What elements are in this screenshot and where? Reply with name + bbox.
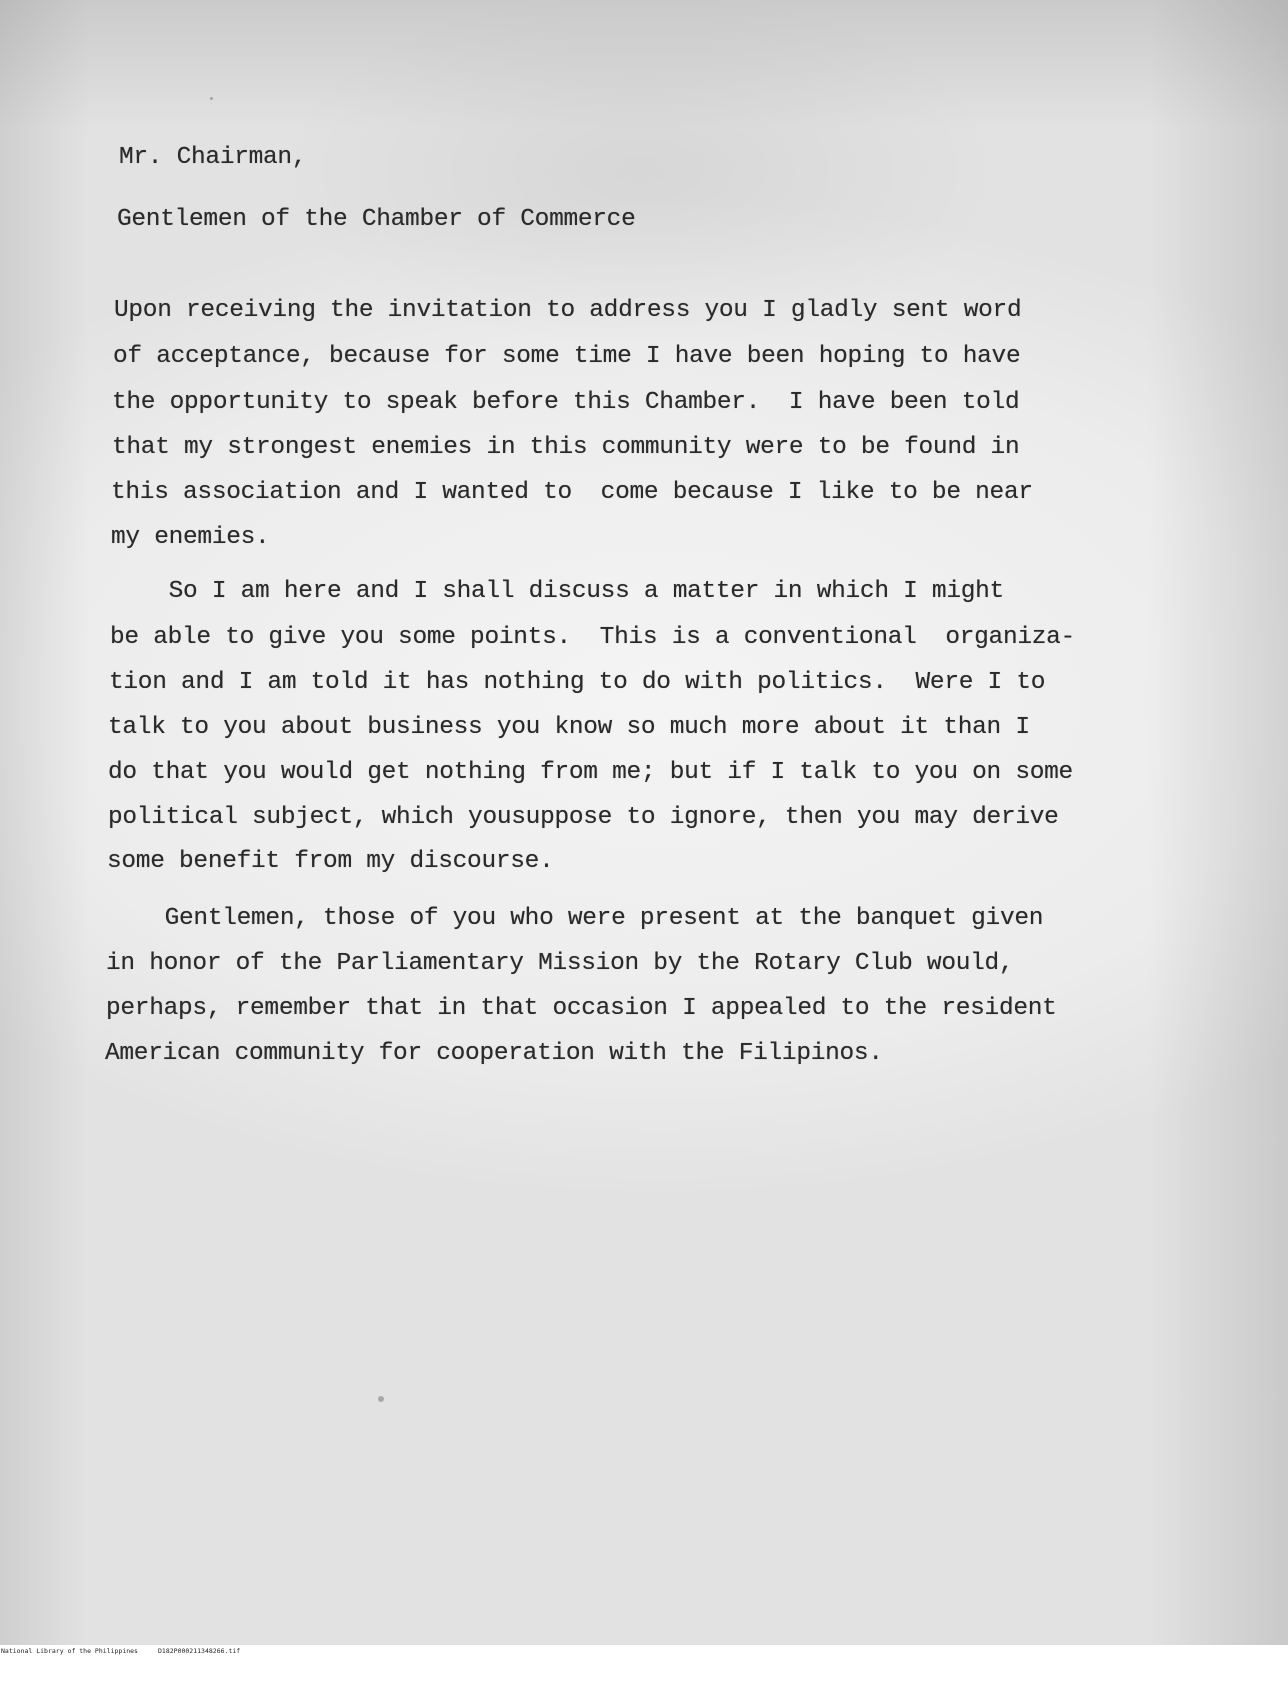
paragraph-line: this association and I wanted to come because I like to be near (111, 479, 1033, 506)
paragraph-line: American community for cooperation with the Filipinos. (105, 1040, 883, 1067)
scan-footer (0, 1645, 1288, 1658)
paper-speck (378, 1396, 384, 1402)
paragraph-line: So I am here and I shall discuss a matter in which I might (111, 578, 1004, 605)
paragraph-line: do that you would get nothing from me; but if I talk to you on some (108, 759, 1073, 786)
salutation-chairman: Mr. Chairman, (119, 144, 307, 171)
paragraph-line: some benefit from my discourse. (107, 848, 554, 875)
paragraph-line: of acceptance, because for some time I have been hoping to have (113, 343, 1021, 370)
paper-speck (210, 97, 213, 100)
paragraph-line: the opportunity to speak before this Chamber. I have been told (112, 389, 1020, 416)
paragraph-line: Upon receiving the invitation to address you I gladly sent word (114, 297, 1022, 324)
paragraph-line: Gentlemen, those of you who were present at the banquet given (107, 905, 1044, 932)
footer-source: National Library of the Philippines (1, 1647, 138, 1655)
page-edge-shadow-right (1148, 0, 1288, 1645)
paragraph-line: perhaps, remember that in that occasion I appealed to the resident (106, 995, 1057, 1022)
paragraph-line: my enemies. (111, 524, 270, 551)
page-edge-shadow-top (0, 0, 1288, 130)
paragraph-line: political subject, which yousuppose to ignore, then you may derive (108, 804, 1059, 831)
paragraph-line: that my strongest enemies in this community were to be found in (112, 434, 1020, 461)
paragraph-line: talk to you about business you know so much more about it than I (108, 714, 1030, 741)
salutation-gentlemen: Gentlemen of the Chamber of Commerce (117, 206, 636, 233)
paragraph-line: be able to give you some points. This is a conventional organiza- (110, 624, 1075, 651)
footer-file-id: D182P000211348266.tif (158, 1647, 241, 1655)
paragraph-line: tion and I am told it has nothing to do with politics. Were I to (109, 669, 1046, 696)
paragraph-line: in honor of the Parliamentary Mission by the Rotary Club would, (106, 950, 1014, 977)
